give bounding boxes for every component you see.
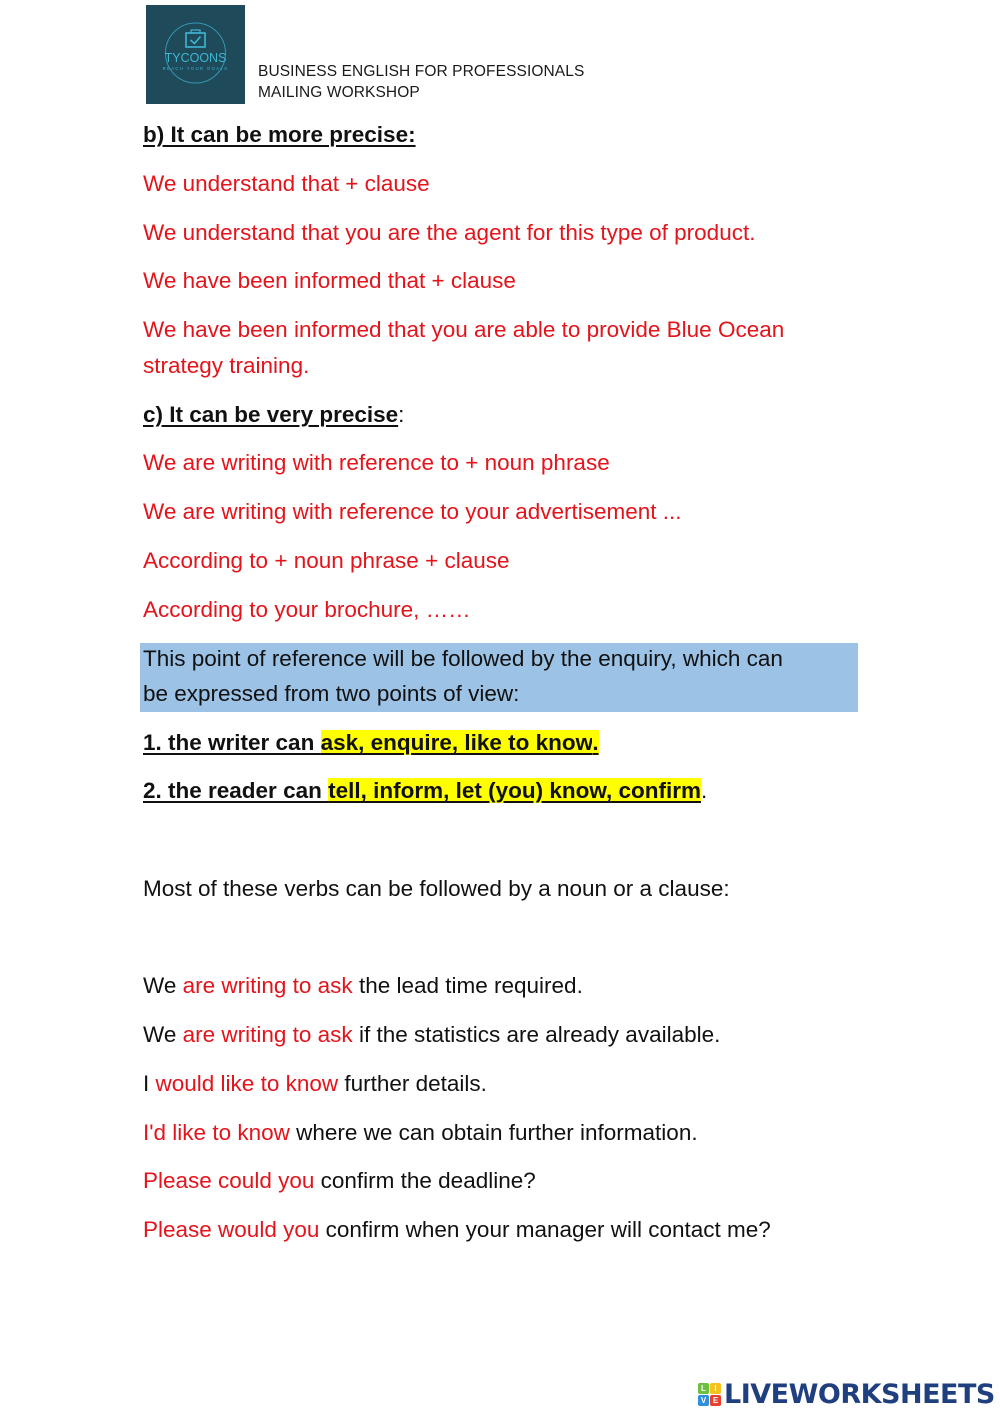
- example-sentence: [143, 1119, 698, 1147]
- section-c-heading-text: c) It can be very precise: [143, 402, 399, 427]
- point-writer: [143, 729, 599, 757]
- grid-letter-e: E: [710, 1395, 721, 1406]
- example-key-phrase: I'd like to know: [143, 1120, 290, 1145]
- point-prefix: 2. the reader can: [143, 778, 329, 803]
- liveworksheets-logo: [698, 1380, 995, 1408]
- grid-letter-i: I: [710, 1383, 721, 1394]
- note-highlight-box: [140, 643, 858, 712]
- document-header: [258, 61, 584, 103]
- section-b-heading: b) It can be more precise:: [143, 122, 416, 147]
- example-post: confirm when your manager will contact me?: [319, 1217, 771, 1242]
- example-post: further details.: [338, 1071, 487, 1096]
- section-c-heading: [143, 401, 404, 429]
- liveworksheets-grid-icon: [698, 1383, 721, 1406]
- verbs-intro: Most of these verbs can be followed by a noun or a clause:: [143, 876, 730, 901]
- grid-letter-v: V: [698, 1395, 709, 1406]
- point-verbs-highlight: ask, enquire, like to know: [320, 730, 593, 755]
- note-line-2: be expressed from two points of view:: [143, 681, 520, 706]
- example-sentence: [143, 1167, 536, 1195]
- example-line: We have been informed that + clause: [143, 268, 516, 293]
- point-reader: [143, 777, 707, 805]
- example-line: We are writing with reference to + noun phrase: [143, 450, 610, 475]
- example-pre: We: [143, 973, 183, 998]
- example-line: According to + noun phrase + clause: [143, 548, 510, 573]
- point-prefix: 1. the writer can: [143, 730, 321, 755]
- workshop-title: MAILING WORKSHOP: [258, 84, 420, 101]
- logo-tagline: REACH YOUR GOALS: [162, 66, 229, 71]
- example-sentence: [143, 1070, 487, 1098]
- course-title: BUSINESS ENGLISH FOR PROFESSIONALS: [258, 63, 585, 80]
- example-key-phrase: Please would you: [143, 1217, 320, 1242]
- point-suffix: .: [592, 730, 599, 755]
- example-sentence: [143, 1021, 720, 1049]
- example-key-phrase: Please could you: [143, 1168, 315, 1193]
- example-post: the lead time required.: [352, 973, 583, 998]
- point-verbs-highlight: tell, inform, let (you) know, confirm: [328, 778, 702, 803]
- point-suffix: .: [701, 778, 708, 803]
- example-line: We are writing with reference to your advertisement ...: [143, 499, 682, 524]
- example-key-phrase: are writing to ask: [182, 973, 353, 998]
- logo-brand: TYCOONS: [164, 51, 227, 65]
- briefcase-check-icon: [146, 5, 245, 104]
- liveworksheets-wordmark: LIVEWORKSHEETS: [724, 1378, 995, 1410]
- example-line: According to your brochure, ……: [143, 597, 471, 622]
- example-post: if the statistics are already available.: [352, 1022, 721, 1047]
- example-sentence: [143, 1216, 771, 1244]
- example-key-phrase: would like to know: [155, 1071, 339, 1096]
- example-post: confirm the deadline?: [314, 1168, 536, 1193]
- grid-letter-l: L: [698, 1383, 709, 1394]
- example-line: We have been informed that you are able to provide Blue Ocean: [143, 317, 785, 342]
- example-pre: We: [143, 1022, 183, 1047]
- example-post: where we can obtain further information.: [289, 1120, 698, 1145]
- section-c-heading-colon: :: [398, 402, 405, 427]
- example-line: We understand that you are the agent for this type of product.: [143, 220, 756, 245]
- example-key-phrase: are writing to ask: [182, 1022, 353, 1047]
- example-sentence: [143, 972, 583, 1000]
- example-line: strategy training.: [143, 353, 310, 378]
- example-line: We understand that + clause: [143, 171, 430, 196]
- example-pre: I: [143, 1071, 156, 1096]
- note-line-1: This point of reference will be followed by the enquiry, which can: [143, 646, 783, 671]
- tycoons-logo: [146, 5, 245, 104]
